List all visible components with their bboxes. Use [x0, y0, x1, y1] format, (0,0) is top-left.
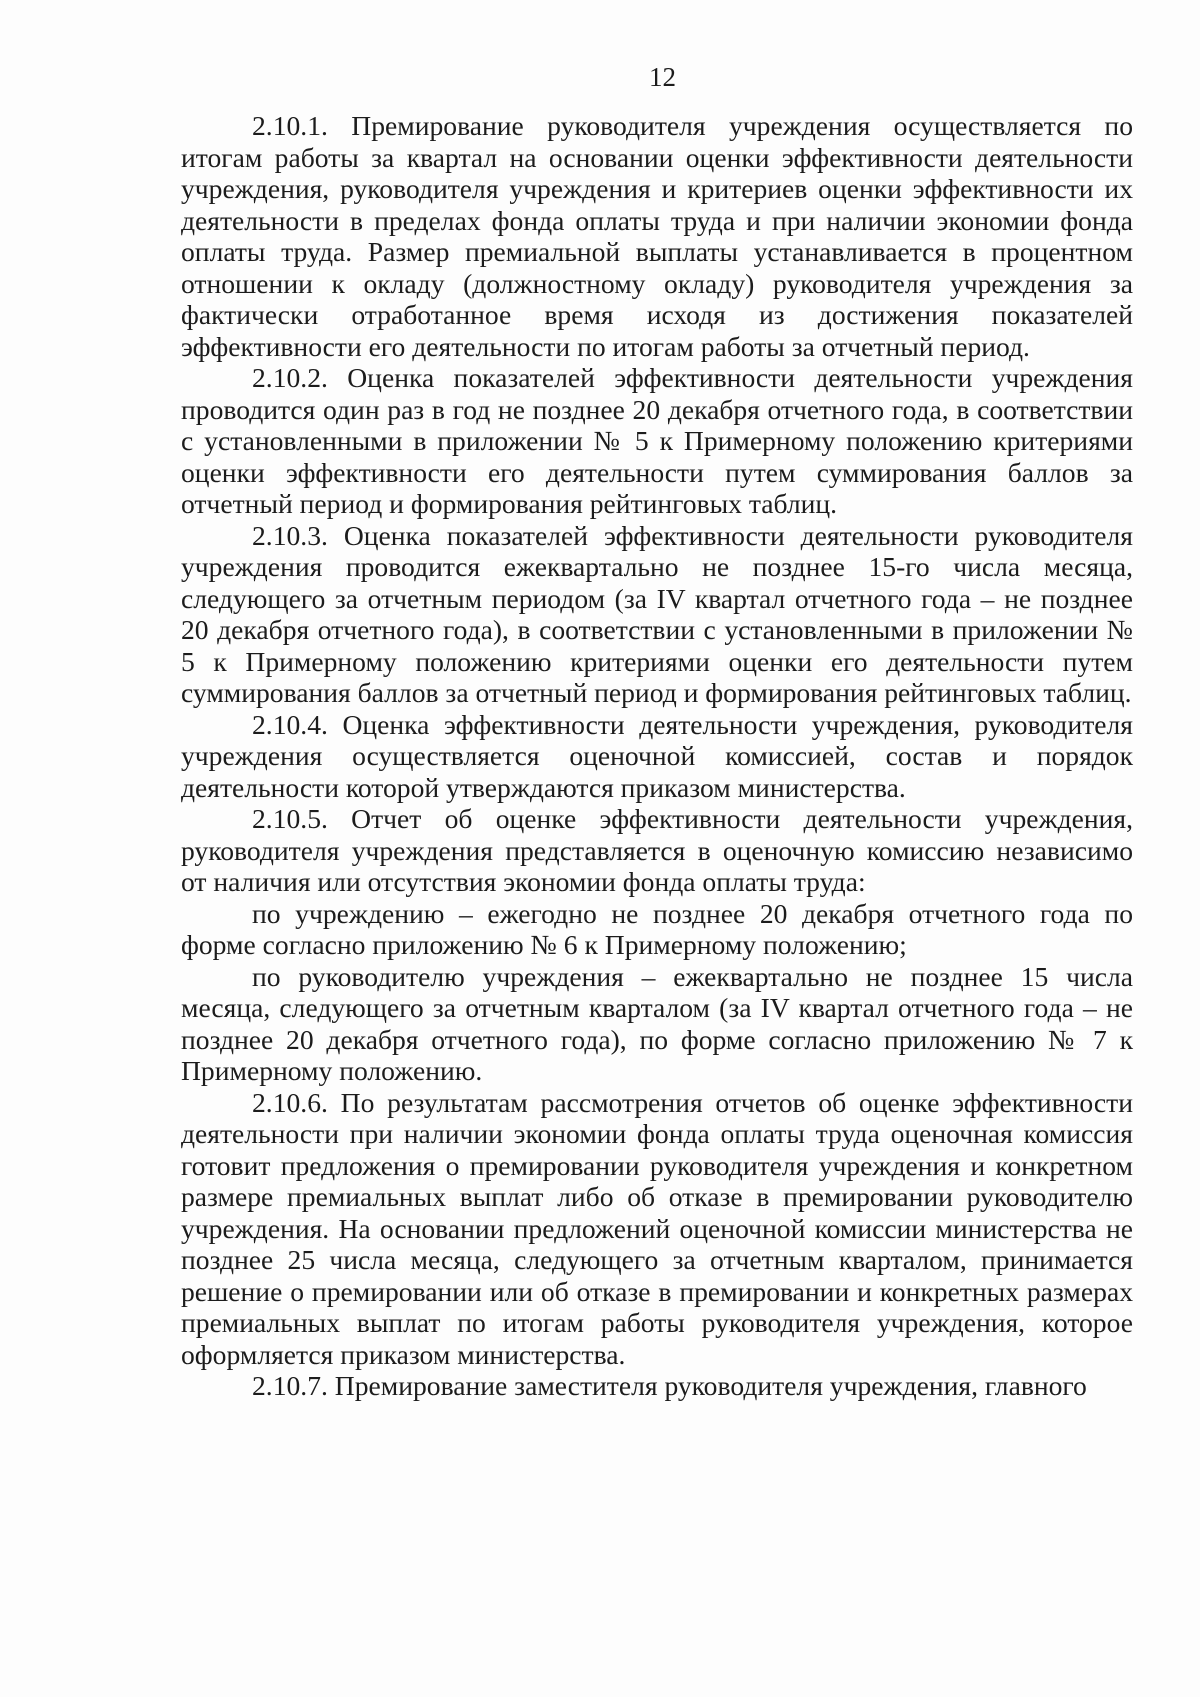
paragraph-2-10-7: 2.10.7. Премирование заместителя руководителя учреждения, главного: [252, 1370, 1087, 1401]
paragraph-head-report: по руководителю учреждения – ежеквартально не позднее 15 числа месяца, следующего за отчетным кварталом (за IV квартал отчетного года – не позднее 20 декабря отчетного года), по форме согласно приложению № 7 к Примерному положению.: [181, 960, 1133, 1086]
paragraph-2-10-6: 2.10.6. По результатам рассмотрения отчетов об оценке эффективности деятельности при наличии экономии фонда оплаты труда оценочная комиссия готовит предложения о премировании руководителя учреждения и конкретном размере премиальных выплат либо об отказе в премировании руководителю учреждения. На основании предложений оценочной комиссии министерства не позднее 25 числа месяца, следующего за отчетным кварталом, принимается решение о премировании или об отказе в премировании и конкретных размерах премиальных выплат по итогам работы руководителя учреждения, которое оформляется приказом министерства.: [181, 1086, 1133, 1370]
paragraph-institution-report: по учреждению – ежегодно не позднее 20 декабря отчетного года по форме согласно приложению № 6 к Примерному положению;: [181, 897, 1133, 960]
paragraph-2-10-1: 2.10.1. Премирование руководителя учреждения осуществляется по итогам работы за квартал на основании оценки эффективности деятельности учреждения, руководителя учреждения и критериев оценки эффективности их деятельности в пределах фонда оплаты труда и при наличии экономии фонда оплаты труда. Размер премиальной выплаты устанавливается в процентном отношении к окладу (должностному окладу) руководителя учреждения за фактически отработанное время исходя из достижения показателей эффективности его деятельности по итогам работы за отчетный период.: [181, 110, 1133, 362]
paragraph-2-10-5: 2.10.5. Отчет об оценке эффективности деятельности учреждения, руководителя учреждения представляется в оценочную комиссию независимо от наличия или отсутствия экономии фонда оплаты труда:: [181, 803, 1133, 897]
document-body: [181, 110, 1133, 1402]
paragraph-2-10-4: 2.10.4. Оценка эффективности деятельности учреждения, руководителя учреждения осуществляется оценочной комиссией, состав и порядок деятельности которой утверждаются приказом министерства.: [181, 708, 1133, 803]
page-number: 12: [649, 62, 676, 92]
paragraph-2-10-3: 2.10.3. Оценка показателей эффективности деятельности руководителя учреждения проводится ежеквартально не позднее 15-го числа месяца, следующего за отчетным периодом (за IV квартал отчетного года – не позднее 20 декабря отчетного года), в соответствии с установленными в приложении № 5 к Примерному положению критериями оценки его деятельности путем суммирования баллов за отчетный период и формирования рейтинговых таблиц.: [181, 519, 1133, 708]
paragraph-2-10-2: 2.10.2. Оценка показателей эффективности деятельности учреждения проводится один раз в год не позднее 20 декабря отчетного года, в соответствии с установленными в приложении № 5 к Примерному положению критериями оценки эффективности его деятельности путем суммирования баллов за отчетный период и формирования рейтинговых таблиц.: [181, 362, 1133, 519]
